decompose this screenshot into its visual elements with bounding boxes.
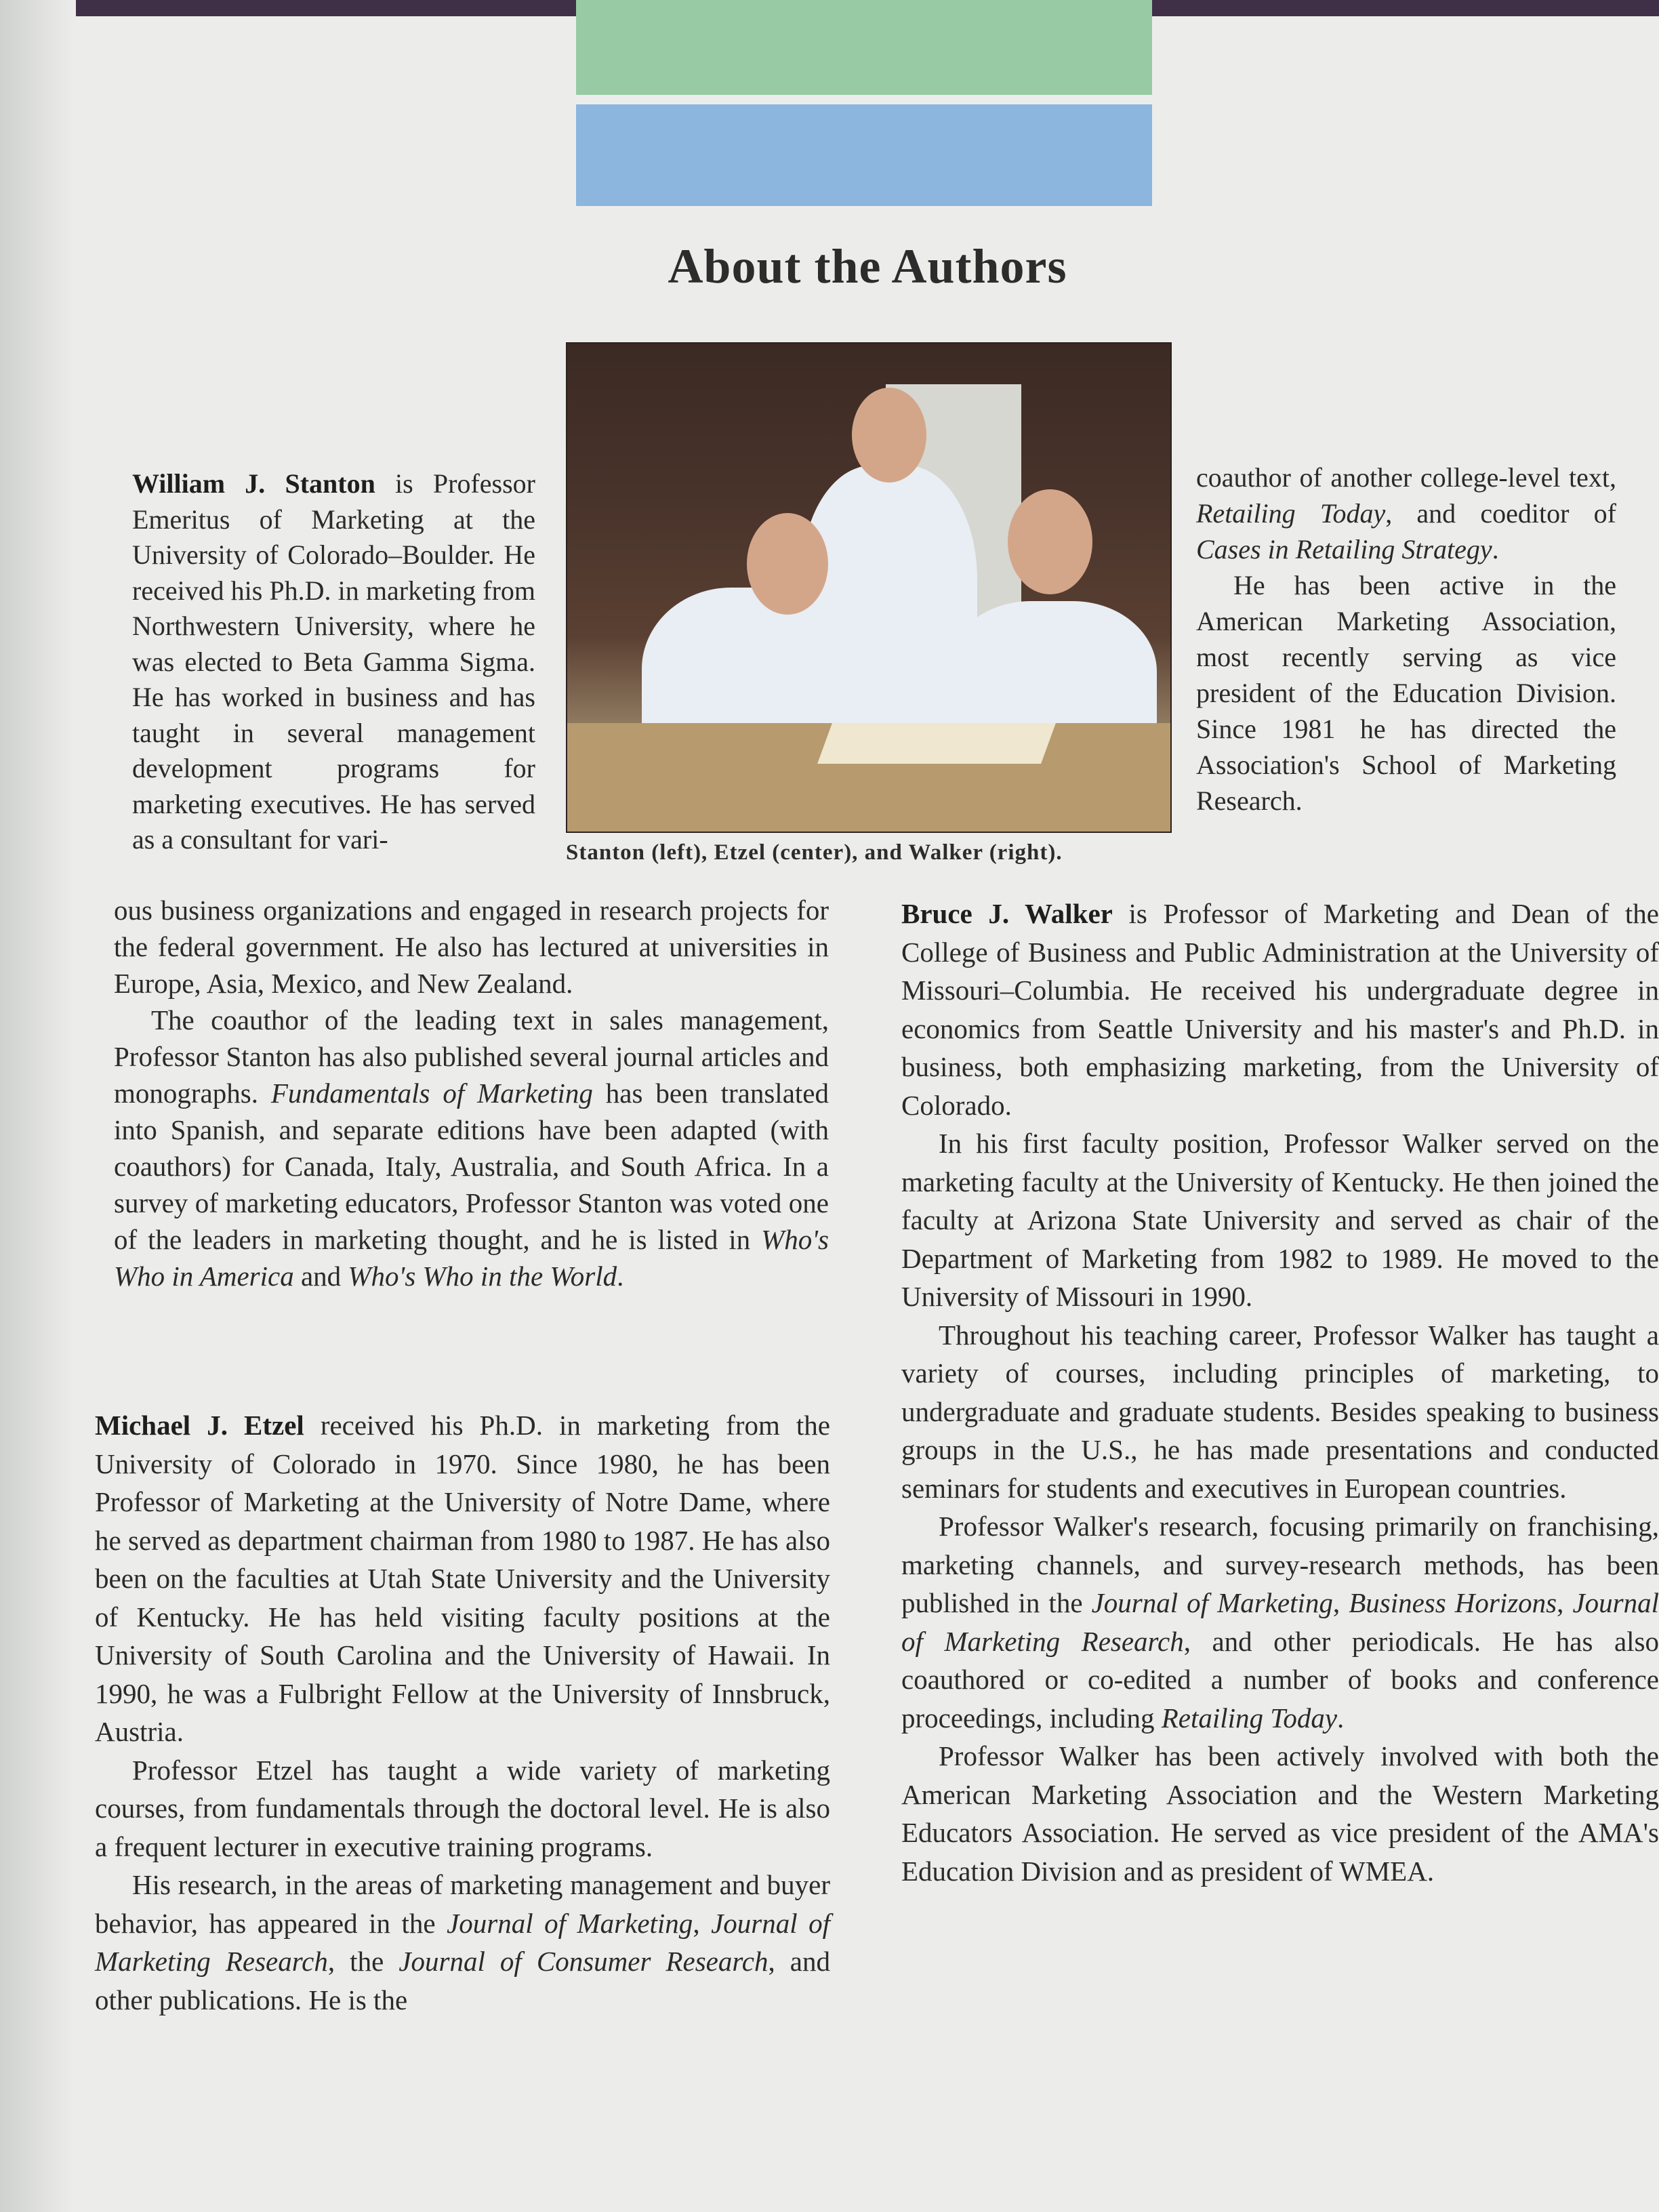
- etzel-continued-paragraph-2: He has been active in the American Marketing Association, most recently serving as vice president of the Education Division. Since 1981 he has directed the Association's School of Marketing Research.: [1196, 570, 1616, 816]
- etzel-bio: [95, 1406, 830, 2019]
- green-color-bar: [576, 0, 1152, 95]
- walker-paragraph-3: Throughout his teaching career, Professor Walker has taught a variety of courses, including principles of marketing, to undergraduate and graduate students. Besides speaking to business groups in the U.S., he has made presentations and conducted seminars for students and executives in European countries.: [901, 1319, 1659, 1504]
- etzel-p3-end: , and other publications. He is the: [95, 1946, 830, 2015]
- stanton-intro-text: [132, 466, 535, 858]
- blue-color-bar: [576, 104, 1152, 206]
- stanton-intro: is Professor Emeritus of Marketing at the University of Colorado–Boulder. He received his Ph.D. in marketing from Northwestern University, where he was elected to Beta Gamma Sigma. He has worked in business and has taught in several management development programs for marketing executives. He has served as a consultant for vari-: [132, 468, 535, 855]
- stanton-p2-reference-2: Who's Who in the World: [348, 1261, 617, 1292]
- etzel-name: Michael J. Etzel: [95, 1410, 304, 1441]
- photo-open-book: [817, 723, 1056, 764]
- walker-p4-text-b: , and other periodicals. He has also coauthored or co-edited a number of books and conference proceedings, including: [901, 1625, 1659, 1734]
- photo-caption: Stanton (left), Etzel (center), and Walker (right).: [566, 840, 1063, 865]
- etzel-p3-text-a: His research, in the areas of marketing management and buyer behavior, has appeared in the: [95, 1869, 830, 1939]
- etzel-p3-sep-2: , the: [327, 1946, 399, 1977]
- etzel-p3-journal-3: Journal of Consumer Research: [398, 1946, 769, 1977]
- walker-name: Bruce J. Walker: [901, 898, 1113, 929]
- stanton-paragraph-1-rest: ous business organizations and engaged in research projects for the federal government. He also has lectured at universities in Europe, Asia, Mexico, and New Zealand.: [114, 895, 829, 999]
- stanton-p2-book-title: Fundamentals of Marketing: [270, 1078, 593, 1109]
- etzel-continued-paragraph-1: [1196, 459, 1616, 567]
- authors-photo: [566, 342, 1172, 833]
- walker-paragraph-2: In his first faculty position, Professor Walker served on the marketing faculty at the University of Kentucky. He then joined the faculty at Arizona State University and served as chair of the Department of Marketing from 1982 to 1989. He moved to the University of Missouri in 1990.: [901, 1128, 1659, 1312]
- stanton-p2-and: and: [293, 1261, 348, 1292]
- etzel-paragraph-3: [95, 1866, 830, 2019]
- photo-head-right: [1008, 489, 1092, 594]
- walker-p4-book: Retailing Today: [1161, 1702, 1338, 1734]
- stanton-p2-text-a: The coauthor of the leading text in sales management, Professor Stanton has also published several journal articles and monographs.: [114, 1004, 829, 1109]
- etzel-p3-sep-1: ,: [693, 1907, 712, 1939]
- etzel-p3-journal-1: Journal of Marketing: [447, 1907, 693, 1939]
- photo-head-center: [852, 388, 926, 483]
- walker-paragraph-1: is Professor of Marketing and Dean of the College of Business and Public Administration at the University of Missouri–Columbia. He received his undergraduate degree in economics from Seattle University and his master's and Ph.D. in business, both emphasizing marketing, from the University of Colorado.: [901, 898, 1659, 1121]
- etzel-p3-journal-2: Journal of Marketing Research: [95, 1907, 830, 1977]
- walker-p4-sep-2: ,: [1557, 1587, 1573, 1618]
- page-gutter-shadow: [0, 0, 75, 2212]
- photo-head-left: [747, 513, 828, 615]
- etzel-cont-book-2: Cases in Retailing Strategy: [1196, 534, 1492, 565]
- stanton-name: William J. Stanton: [132, 468, 375, 499]
- walker-paragraph-5: Professor Walker has been actively involved with both the American Marketing Association and the Western Marketing Educators Association. He served as vice president of the AMA's Education Division and as president of WMEA.: [901, 1740, 1659, 1887]
- walker-bio: [901, 895, 1659, 1890]
- etzel-cont-text-a: coauthor of another college-level text,: [1196, 462, 1616, 493]
- etzel-cont-book-1: Retailing Today: [1196, 498, 1386, 529]
- walker-p4-end: .: [1337, 1702, 1345, 1734]
- etzel-bio-continued: [1196, 459, 1616, 819]
- stanton-bio-continued: [114, 892, 829, 1294]
- walker-p4-text-a: Professor Walker's research, focusing primarily on franchising, marketing channels, and survey-research methods, has been published in the: [901, 1511, 1659, 1618]
- walker-p4-sep-1: ,: [1332, 1587, 1349, 1618]
- etzel-cont-text-b: , and coeditor of: [1385, 498, 1616, 529]
- stanton-p2-end: .: [617, 1261, 624, 1292]
- etzel-paragraph-1: received his Ph.D. in marketing from the University of Colorado in 1970. Since 1980, he has been Professor of Marketing at the University of Notre Dame, where he served as department chairman from 1980 to 1987. He has also been on the faculties at Utah State University and the University of Kentucky. He has held visiting faculty positions at the University of South Carolina and the University of Hawaii. In 1990, he was a Fulbright Fellow at the University of Innsbruck, Austria.: [95, 1410, 830, 1747]
- page-title: About the Authors: [668, 239, 1067, 293]
- walker-p4-journal-3: Journal of Marketing Research: [901, 1587, 1659, 1657]
- walker-paragraph-4: [901, 1507, 1659, 1737]
- stanton-p2-text-b: has been translated into Spanish, and separate editions have been adapted (with coauthors) for Canada, Italy, Australia, and South Africa. In a survey of marketing educators, Professor Stanton was voted one of the leaders in marketing thought, and he is listed in: [114, 1078, 829, 1255]
- walker-p4-journal-1: Journal of Marketing: [1091, 1587, 1333, 1618]
- stanton-paragraph-2: [114, 1002, 829, 1294]
- etzel-paragraph-2: Professor Etzel has taught a wide variety of marketing courses, from fundamentals through the doctoral level. He is also a frequent lecturer in executive training programs.: [95, 1754, 830, 1862]
- etzel-cont-end: .: [1492, 534, 1499, 565]
- stanton-p2-reference-1: Who's Who in America: [114, 1224, 829, 1292]
- walker-p4-journal-2: Business Horizons: [1349, 1587, 1557, 1618]
